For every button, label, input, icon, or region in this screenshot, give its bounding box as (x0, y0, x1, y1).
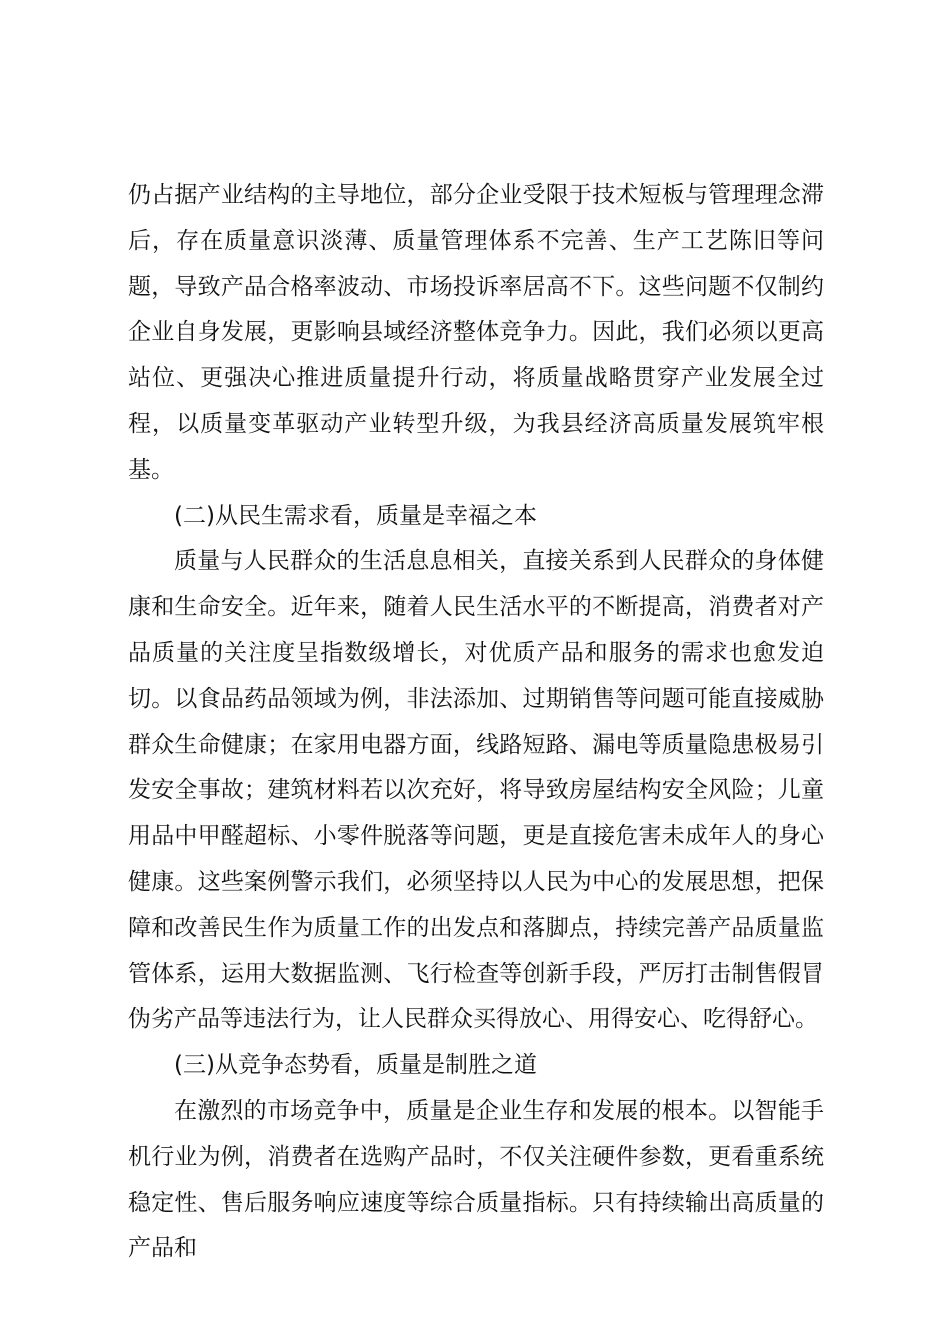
paragraph-continued: 仍占据产业结构的主导地位，部分企业受限于技术短板与管理理念滞后，存在质量意识淡薄、质量管理体系不完善、生产工艺陈旧等问题，导致产品合格率波动、市场投诉率居高不下。这些问题不仅制约企业自身发展，更影响县域经济整体竞争力。因此，我们必须以更高站位、更强决心推进质量提升行动，将质量战略贯穿产业发展全过程，以质量变革驱动产业转型升级，为我县经济高质量发展筑牢根基。 (128, 182, 824, 483)
section-heading-2: (二)从民生需求看，质量是幸福之本 (174, 502, 537, 529)
paragraph-competition: 在激烈的市场竞争中，质量是企业生存和发展的根本。以智能手机行业为例，消费者在选购产品时，不仅关注硬件参数，更看重系统稳定性、售后服务响应速度等综合质量指标。只有持续输出高质量的产品和 (128, 1097, 824, 1262)
paragraph-livelihood: 质量与人民群众的生活息息相关，直接关系到人民群众的身体健康和生命安全。近年来，随着人民生活水平的不断提高，消费者对产品质量的关注度呈指数级增长，对优质产品和服务的需求也愈发迫切。以食品药品领域为例，非法添加、过期销售等问题可能直接威胁群众生命健康；在家用电器方面，线路短路、漏电等质量隐患极易引发安全事故；建筑材料若以次充好，将导致房屋结构安全风险；儿童用品中甲醛超标、小零件脱落等问题，更是直接危害未成年人的身心健康。这些案例警示我们，必须坚持以人民为中心的发展思想，把保障和改善民生作为质量工作的出发点和落脚点，持续完善产品质量监管体系，运用大数据监测、飞行检查等创新手段，严厉打击制售假冒伪劣产品等违法行为，让人民群众买得放心、用得安心、吃得舒心。 (128, 548, 824, 1033)
document-body (128, 173, 824, 1272)
section-heading-3: (三)从竞争态势看，质量是制胜之道 (174, 1052, 537, 1079)
